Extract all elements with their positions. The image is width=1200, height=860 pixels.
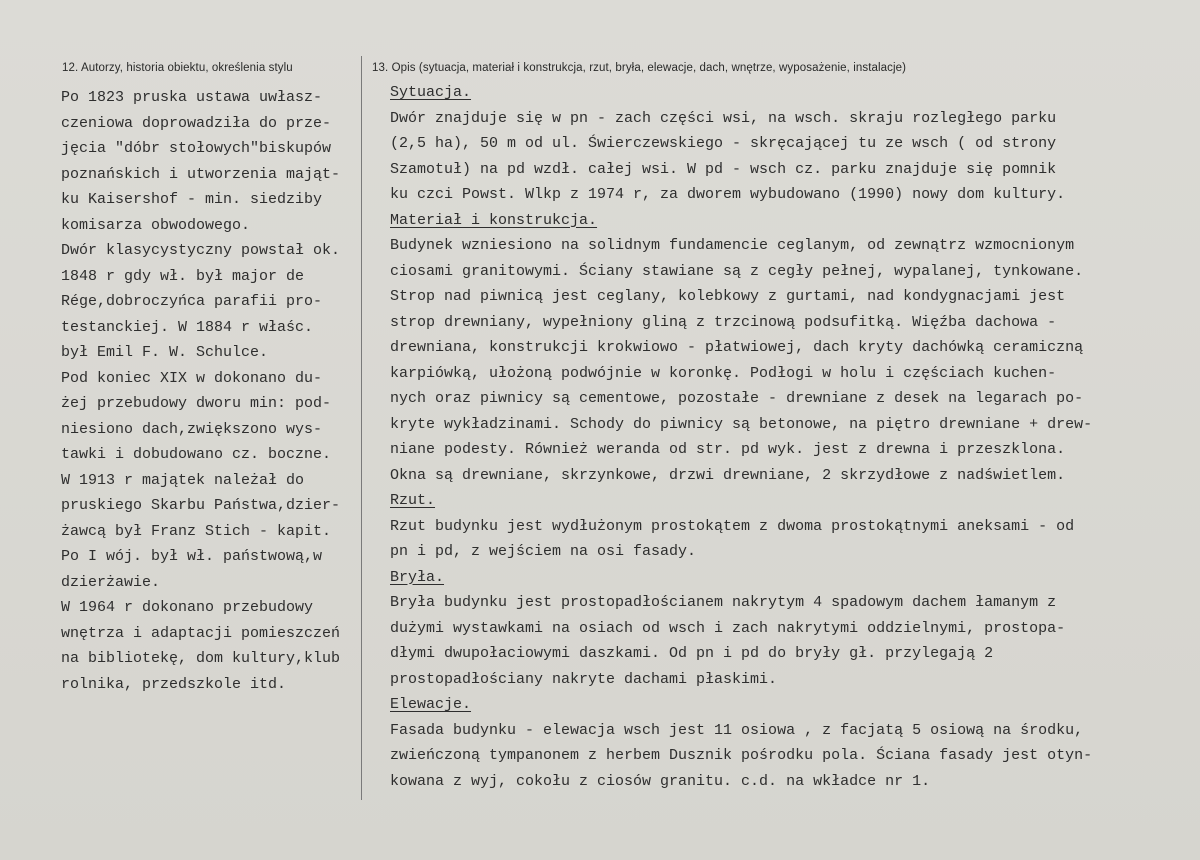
description-text-line: nych oraz piwnicy są cementowe, pozostałe - drewniane z desek na legarach po- xyxy=(390,390,1084,407)
description-text-line: ciosami granitowymi. Ściany stawiane są z cegły pełnej, wypalanej, tynkowane. xyxy=(390,262,1084,280)
history-text-line: wnętrza i adaptacji pomieszczeń xyxy=(61,624,341,642)
history-text-line: Po I wój. był wł. państwową,w xyxy=(61,548,323,565)
history-text-line: Dwór klasycystyczny powstał ok. xyxy=(61,242,341,259)
description-text-line: Strop nad piwnicą jest ceglany, kolebkowy z gurtami, nad kondygnacjami jest xyxy=(390,288,1066,305)
history-text-line: tawki i dobudowano cz. boczne. xyxy=(61,446,332,463)
history-text-line: na bibliotekę, dom kultury,klub xyxy=(61,650,341,667)
section-heading: Sytuacja. xyxy=(390,84,472,101)
description-text-line: pn i pd, z wejściem na osi fasady. xyxy=(390,543,697,560)
description-text-line: Dwór znajduje się w pn - zach części wsi, na wsch. skraju rozległego parku xyxy=(390,109,1057,127)
history-text-line: dzierżawie. xyxy=(61,573,161,591)
history-text-line: żej przebudowy dworu min: pod- xyxy=(61,395,332,412)
history-text-column xyxy=(61,85,361,697)
history-text-line: komisarza obwodowego. xyxy=(61,216,251,234)
section-heading: Rzut. xyxy=(390,492,436,509)
history-text-line: W 1964 r dokonano przebudowy xyxy=(61,599,314,616)
description-text-line: prostopadłościany nakryte dachami płaskimi. xyxy=(390,670,778,688)
description-text-line: karpiówką, ułożoną podwójnie w koronkę. Podłogi w holu i częściach kuchen- xyxy=(390,364,1057,382)
description-text-line: strop drewniany, wypełniony gliną z trzcinową podsufitką. Więźba dachowa - xyxy=(390,313,1057,331)
description-text-line: Szamotuł) na pd wzdł. całej wsi. W pd - wsch cz. parku znajduje się pomnik xyxy=(390,160,1057,178)
history-text-line: niesiono dach,zwiększono wys- xyxy=(61,420,323,438)
history-section-header: 12. Autorzy, historia obiektu, określenia stylu xyxy=(62,62,293,74)
history-text-line: był Emil F. W. Schulce. xyxy=(61,344,269,361)
history-text-line: testanckiej. W 1884 r właśc. xyxy=(61,318,314,336)
history-text-line: jęcia "dóbr stołowych"biskupów xyxy=(61,140,332,157)
description-text-line: kowana z wyj, cokołu z ciosów granitu. c.d. na wkładce nr 1. xyxy=(390,772,931,790)
section-heading: Materiał i konstrukcja. xyxy=(390,211,598,229)
description-text-line: drewniana, konstrukcji krokwiowo - płatwiowej, dach kryty dachówką ceramiczną xyxy=(390,339,1084,356)
history-text-line: Rége,dobroczyńca parafii pro- xyxy=(61,293,323,310)
history-text-line: Pod koniec XIX w dokonano du- xyxy=(61,369,323,387)
section-heading: Bryła. xyxy=(390,568,445,586)
history-text-line: czeniowa doprowadziła do prze- xyxy=(61,114,332,132)
description-text-line: ku czci Powst. Wlkp z 1974 r, za dworem wybudowano (1990) nowy dom kultury. xyxy=(390,186,1066,203)
description-text-line: Bryła budynku jest prostopadłościanem nakrytym 4 spadowym dachem łamanym z xyxy=(390,594,1057,611)
history-text-line: rolnika, przedszkole itd. xyxy=(61,675,287,693)
description-text-column xyxy=(390,80,1180,794)
description-text-line: zwieńczoną tympanonem z herbem Dusznik pośrodku pola. Ściana fasady jest otyn- xyxy=(390,747,1093,764)
history-text-line: Po 1823 pruska ustawa uwłasz- xyxy=(61,89,323,106)
history-text-line: ku Kaisershof - min. siedziby xyxy=(61,191,323,208)
description-section-header: 13. Opis (sytuacja, materiał i konstrukcja, rzut, bryła, elewacje, dach, wnętrze, wyposażenie, instalacje) xyxy=(372,62,907,74)
description-text-line: Budynek wzniesiono na solidnym fundamencie ceglanym, od zewnątrz wzmocnionym xyxy=(390,237,1075,254)
history-text-line: 1848 r gdy wł. był major de xyxy=(61,267,305,285)
section-heading: Elewacje. xyxy=(390,696,472,713)
history-text-line: W 1913 r majątek należał do xyxy=(61,471,305,489)
description-text-line: dużymi wystawkami na osiach od wsch i zach nakrytymi oddzielnymi, prostopa- xyxy=(390,619,1066,637)
history-text-line: poznańskich i utworzenia mająt- xyxy=(61,165,341,183)
column-divider xyxy=(361,56,362,800)
description-text-line: Fasada budynku - elewacja wsch jest 11 osiowa , z facjatą 5 osiową na środku, xyxy=(390,721,1084,739)
history-text-line: żawcą był Franz Stich - kapit. xyxy=(61,522,332,540)
history-text-line: pruskiego Skarbu Państwa,dzier- xyxy=(61,497,341,514)
description-text-line: Rzut budynku jest wydłużonym prostokątem z dwoma prostokątnymi aneksami - od xyxy=(390,517,1075,535)
description-text-line: niane podesty. Również weranda od str. pd wyk. jest z drewna i przeszklona. xyxy=(390,441,1066,458)
description-text-line: dłymi dwupołaciowymi daszkami. Od pn i pd do bryły gł. przylegają 2 xyxy=(390,645,994,662)
description-text-line: kryte wykładzinami. Schody do piwnicy są betonowe, na piętro drewniane + drew- xyxy=(390,415,1093,433)
description-text-line: (2,5 ha), 50 m od ul. Świerczewskiego - skręcającej tu ze wsch ( od strony xyxy=(390,135,1057,152)
description-text-line: Okna są drewniane, skrzynkowe, drzwi drewniane, 2 skrzydłowe z nadświetlem. xyxy=(390,466,1066,484)
